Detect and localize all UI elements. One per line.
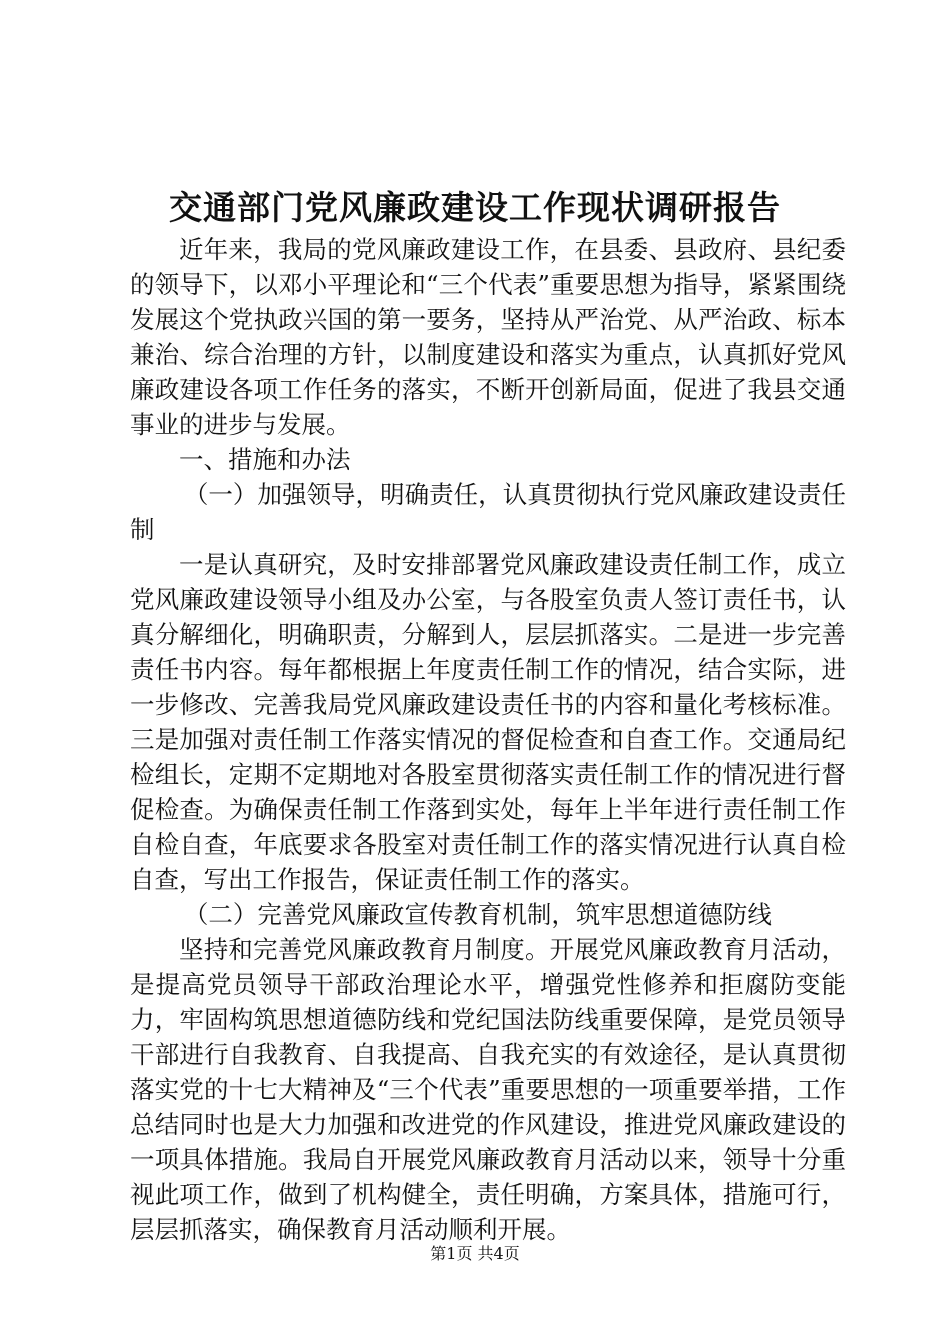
- subsection-heading-2: （二）完善党风廉政宣传教育机制，筑牢思想道德防线: [183, 900, 772, 929]
- intro-paragraph: 近年来，我局的党风廉政建设工作，在县委、县政府、县纪委的领导下，以邓小平理论和“三个代表”重要思想为指导，紧紧围绕发展这个党执政兴国的第一要务，坚持从严治党、从严治政、标本兼治、综合治理的方针，以制度建设和落实为重点，认真抓好党风廉政建设各项工作任务的落实，不断开创新局面，促进了我县交通事业的进步与发展。: [130, 235, 846, 439]
- section-heading-measures: 一、措施和办法: [179, 445, 351, 474]
- page-number: 第1页 共4页: [430, 1244, 520, 1263]
- education-paragraph: 坚持和完善党风廉政教育月制度。开展党风廉政教育月活动，是提高党员领导干部政治理论水平，增强党性修养和拒腐防变能力，牢固构筑思想道德防线和党纪国法防线重要保障，是党员领导干部进行自我教育、自我提高、自我充实的有效途径，是认真贯彻落实党的十七大精神及“三个代表”重要思想的一项重要举措，工作总结同时也是大力加强和改进党的作风建设，推进党风廉政建设的一项具体措施。我局自开展党风廉政教育月活动以来，领导十分重视此项工作，做到了机构健全，责任明确，方案具体，措施可行，层层抓落实，确保教育月活动顺利开展。: [130, 935, 846, 1244]
- subsection-heading-1: （一）加强领导，明确责任，认真贯彻执行党风廉政建设责任制: [130, 480, 846, 544]
- document-title: 交通部门党风廉政建设工作现状调研报告: [169, 188, 781, 227]
- responsibility-paragraph: 一是认真研究，及时安排部署党风廉政建设责任制工作，成立党风廉政建设领导小组及办公室，与各股室负责人签订责任书，认真分解细化，明确职责，分解到人，层层抓落实。二是进一步完善责任书内容。每年都根据上年度责任制工作的情况，结合实际，进一步修改、完善我局党风廉政建设责任书的内容和量化考核标准。三是加强对责任制工作落实情况的督促检查和自查工作。交通局纪检组长，定期不定期地对各股室贯彻落实责任制工作的情况进行督促检查。为确保责任制工作落到实处，每年上半年进行责任制工作自检自查，年底要求各股室对责任制工作的落实情况进行认真自检自查，写出工作报告，保证责任制工作的落实。: [130, 550, 846, 894]
- document-body: [130, 232, 846, 1247]
